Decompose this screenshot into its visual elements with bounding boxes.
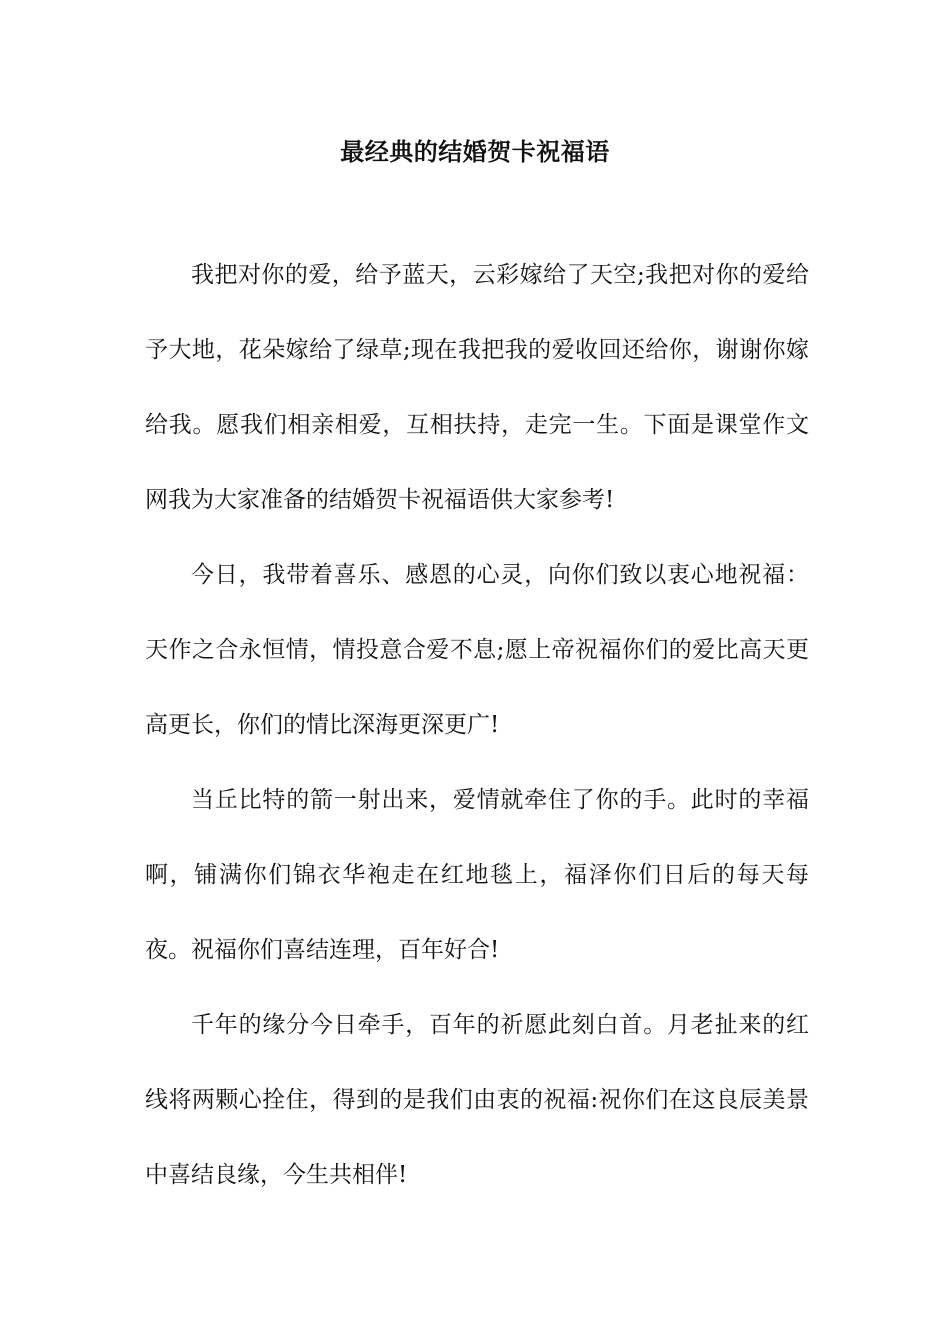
paragraph-2: 今日，我带着喜乐、感恩的心灵，向你们致以衷心地祝福：天作之合永恒情，情投意合爱不息;愿上帝祝福你们的爱比高天更高更长，你们的情比深海更深更广! bbox=[145, 562, 809, 738]
paragraph-1: 我把对你的爱，给予蓝天，云彩嫁给了天空;我把对你的爱给予大地，花朵嫁给了绿草;现在我把我的爱收回还给你，谢谢你嫁给我。愿我们相亲相爱，互相扶持，走完一生。下面是课堂作文网我为大家准备的结婚贺卡祝福语供大家参考! bbox=[145, 262, 809, 513]
document-title: 最经典的结婚贺卡祝福语 bbox=[340, 137, 610, 166]
paragraph-3: 当丘比特的箭一射出来，爱情就牵住了你的手。此时的幸福啊，铺满你们锦衣华袍走在红地毯上，福泽你们日后的每天每夜。祝福你们喜结连理，百年好合! bbox=[145, 787, 809, 963]
document-body bbox=[145, 238, 809, 1213]
paragraph-4: 千年的缘分今日牵手，百年的祈愿此刻白首。月老扯来的红线将两颗心拴住，得到的是我们由衷的祝福:祝你们在这良辰美景中喜结良缘，今生共相伴! bbox=[145, 1012, 809, 1188]
